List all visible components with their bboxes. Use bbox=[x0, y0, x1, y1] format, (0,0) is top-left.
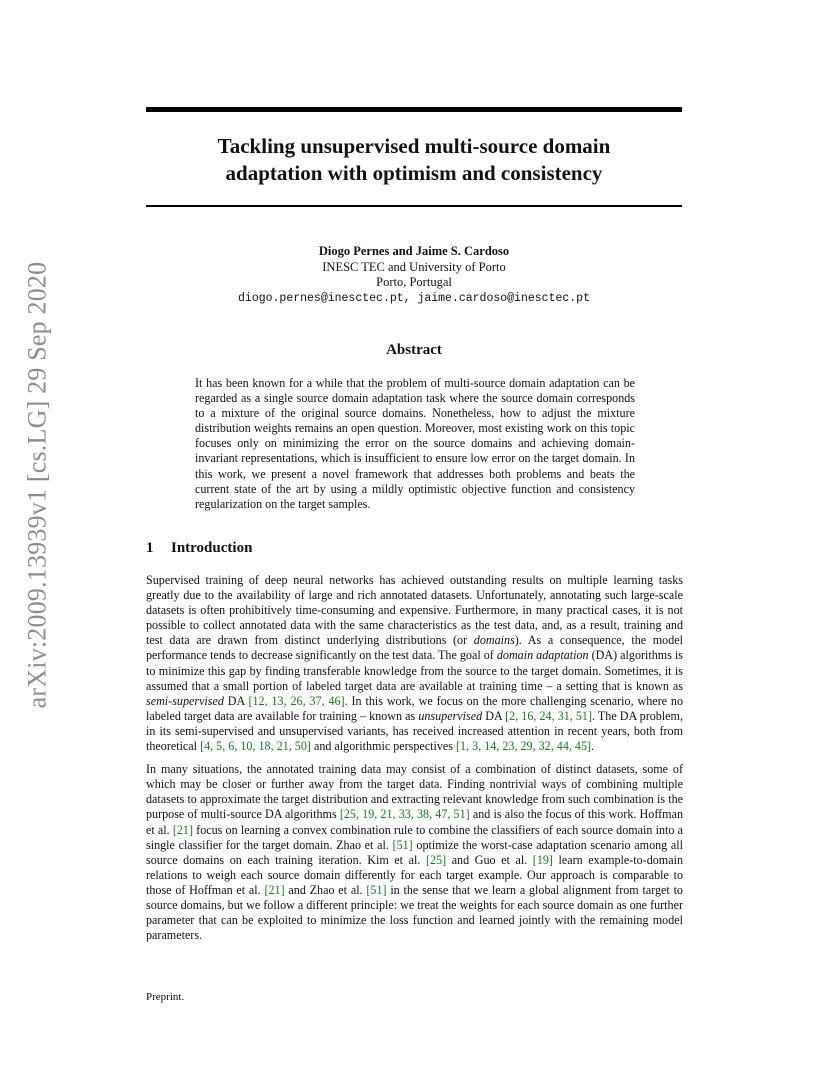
p2-text-f: learn example-to-domain relations to weigh each source domain differently for each target example. Our approach is comparable to those of Hoffman et al. bbox=[146, 852, 683, 897]
citation-link[interactable]: [1, 3, 14, 23, 29, 32, 44, 45] bbox=[456, 739, 592, 754]
title-line-1: Tackling unsupervised multi-source domain bbox=[217, 134, 611, 158]
citation-link[interactable]: [12, 13, 26, 37, 46] bbox=[248, 693, 345, 708]
p1-text-g: . The DA problem, in its semi-supervised and unsupervised variants, has received increased attention in recent years, both from theoretical bbox=[146, 708, 683, 754]
p1-emph-domain-adaptation: domain adaptation bbox=[496, 648, 589, 663]
author-block bbox=[146, 244, 682, 306]
body-text bbox=[146, 573, 683, 951]
paper-title bbox=[146, 133, 682, 187]
p2-text-b: and is also the focus of this work. Hoffman et al. bbox=[146, 807, 684, 837]
p1-emph-domains: domains bbox=[473, 633, 515, 648]
p1-text-b: ). As a consequence, the model performance tends to decrease significantly on the test data. The goal of bbox=[146, 633, 683, 663]
p1-emph-semi-supervised: semi-supervised bbox=[146, 693, 224, 708]
p1-text-f: DA bbox=[482, 708, 506, 723]
p1-text-e: . In this work, we focus on the more challenging scenario, where no labeled target data are available for training – known as bbox=[146, 693, 683, 723]
paragraph-1 bbox=[146, 573, 683, 754]
arxiv-stamp bbox=[22, 261, 52, 709]
p1-text-d: DA bbox=[223, 693, 249, 708]
p1-text-c: (DA) algorithms is to minimize this gap by finding transferable knowledge from the source to the target domain. Sometimes, it is assumed that a small portion of labeled target data are available at training time – a setting that is known as bbox=[146, 648, 684, 693]
title-rule-bottom bbox=[146, 205, 682, 207]
author-affiliation: INESC TEC and University of Porto bbox=[322, 259, 506, 274]
p2-text-h: in the sense that we learn a global alignment from target to source domains, but we follow a different principle: we treat the weights for each source domain as one further parameter that can be exploited to minimize the loss function and learned jointly with the remaining model parameters. bbox=[146, 882, 683, 943]
citation-link[interactable]: [25, 19, 21, 33, 38, 47, 51] bbox=[339, 807, 470, 822]
p2-text-e: and Guo et al. bbox=[446, 852, 533, 867]
p1-text-h: and algorithmic perspectives bbox=[310, 739, 456, 754]
p1-text-i: . bbox=[591, 739, 595, 754]
p1-text-a: Supervised training of deep neural networks has achieved outstanding results on multiple learning tasks greatly due to the availability of large and rich annotated datasets. Unfortunately, annotating such large-scale datasets is often prohibitively time-consuming and expensive. Furthermore, in many practical cases, it is not possible to collect annotated data with the same characteristics as the test data, and, as a result, training and test data are drawn from distinct underlying distributions (or bbox=[146, 573, 683, 648]
citation-link[interactable]: [21] bbox=[264, 882, 285, 897]
author-location: Porto, Portugal bbox=[376, 275, 452, 289]
citation-link[interactable]: [51] bbox=[366, 882, 387, 897]
citation-link[interactable]: [21] bbox=[172, 822, 193, 837]
section-title: Introduction bbox=[171, 540, 253, 556]
p2-text-a: In many situations, the annotated training data may consist of a combination of distinct datasets, some of which may be closer or further away from the target data. Finding nontrivial ways of combining multiple datasets to approximate the target distribution and extracting relevant knowledge from such combination is the purpose of multi-source DA algorithms bbox=[146, 762, 683, 822]
p2-text-g: and Zhao et al. bbox=[284, 882, 367, 897]
title-line-2: adaptation with optimism and consistency bbox=[225, 161, 603, 185]
citation-link[interactable]: [51] bbox=[392, 837, 413, 852]
title-rule-top bbox=[146, 107, 682, 112]
section-number: 1 bbox=[146, 540, 154, 556]
p2-text-d: optimize the worst-case adaptation scenario among all source domains on each training iteration. Kim et al. bbox=[146, 837, 683, 867]
p2-text-c: focus on learning a convex combination rule to combine the classifiers of each source domain into a single classifier for the target domain. Zhao et al. bbox=[146, 822, 683, 852]
author-emails: diogo.pernes@inesctec.pt, jaime.cardoso@inesctec.pt bbox=[238, 291, 590, 305]
citation-link[interactable]: [2, 16, 24, 31, 51] bbox=[505, 708, 593, 723]
author-names: Diogo Pernes and Jaime S. Cardoso bbox=[318, 244, 510, 258]
abstract-text: It has been known for a while that the problem of multi-source domain adaptation can be regarded as a single source domain adaptation task where the source domain corresponds to a mixture of the original source domains. Nonetheless, how to adjust the mixture distribution weights remains an open question. Moreover, most existing work on this topic focuses only on minimizing the error on the source domains and achieving domain-invariant representations, which is insufficient to ensure low error on the target domain. In this work, we present a novel framework that addresses both problems and beats the current state of the art by using a mildly optimistic objective function and consistency regularization on the target samples. bbox=[195, 376, 635, 511]
arxiv-stamp-text: arXiv:2009.13939v1 [cs.LG] 29 Sep 2020 bbox=[22, 261, 51, 709]
section-heading bbox=[146, 540, 682, 557]
footer-preprint: Preprint. bbox=[146, 991, 185, 1003]
citation-link[interactable]: [25] bbox=[425, 852, 447, 867]
abstract-heading: Abstract bbox=[386, 342, 442, 358]
citation-link[interactable]: [4, 5, 6, 10, 18, 21, 50] bbox=[200, 739, 311, 754]
citation-link[interactable]: [19] bbox=[532, 852, 553, 867]
p1-emph-unsupervised: unsupervised bbox=[418, 708, 483, 723]
paragraph-2 bbox=[146, 762, 683, 943]
